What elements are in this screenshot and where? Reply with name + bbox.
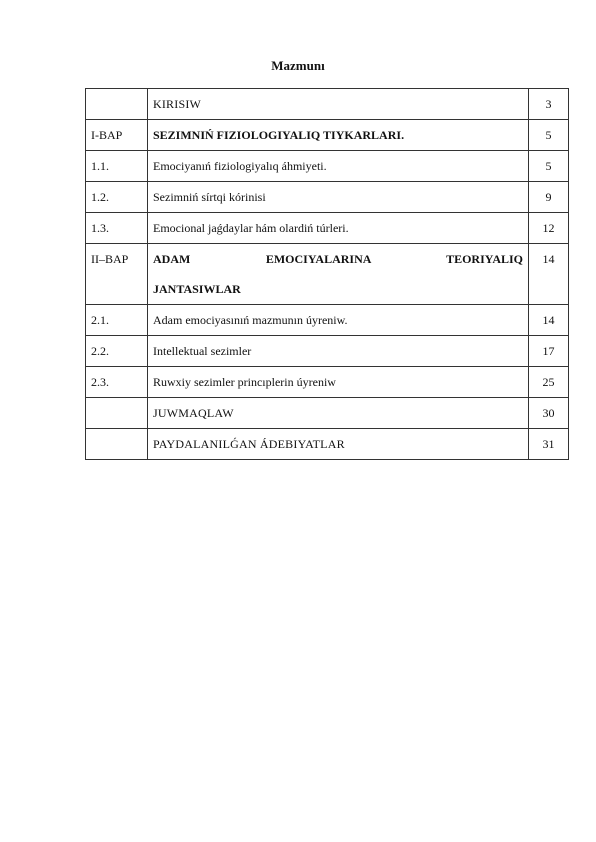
table-of-contents (85, 88, 569, 460)
page-number: 5 (529, 120, 569, 151)
toc-row-2-3 (86, 367, 569, 398)
toc-row-conclusion (86, 398, 569, 429)
section-title-line-1: ADAM EMOCIYALARINA TEORIYALIQ (153, 252, 523, 266)
section-title: Emocional jaǵdaylar hám olardiń túrleri. (148, 213, 529, 244)
page-number: 3 (529, 89, 569, 120)
document-title: Mazmunı (271, 58, 325, 73)
toc-row-1-3 (86, 213, 569, 244)
page-number: 5 (529, 151, 569, 182)
page-number: 30 (529, 398, 569, 429)
section-number: 1.1. (86, 151, 148, 182)
page-number: 25 (529, 367, 569, 398)
section-number: II–BAP (86, 244, 148, 305)
section-number: 2.3. (86, 367, 148, 398)
toc-row-2-1 (86, 305, 569, 336)
section-number: 2.1. (86, 305, 148, 336)
section-title: Sezimniń sírtqi kórinisi (148, 182, 529, 213)
toc-row-references (86, 429, 569, 460)
section-title: PAYDALANILǴAN ÁDEBIYATLAR (148, 429, 529, 460)
page-number: 9 (529, 182, 569, 213)
page-number: 31 (529, 429, 569, 460)
section-title (148, 244, 529, 305)
section-title: Adam emociyasınıń mazmunın úyreniw. (148, 305, 529, 336)
toc-row-1-1 (86, 151, 569, 182)
toc-row-chapter-1 (86, 120, 569, 151)
section-number (86, 429, 148, 460)
page-number: 14 (529, 244, 569, 305)
section-title-line-2: JANTASIWLAR (153, 282, 241, 296)
toc-row-introduction (86, 89, 569, 120)
section-number (86, 89, 148, 120)
page-number: 17 (529, 336, 569, 367)
toc-row-2-2 (86, 336, 569, 367)
page-number: 14 (529, 305, 569, 336)
section-title: SEZIMNIŃ FIZIOLOGIYALIQ TIYKARLARI. (148, 120, 529, 151)
section-number: I-BAP (86, 120, 148, 151)
section-title: Emociyanıń fiziologiyalıq áhmiyeti. (148, 151, 529, 182)
section-title: Intellektual sezimler (148, 336, 529, 367)
page-number: 12 (529, 213, 569, 244)
section-title: KIRISIW (148, 89, 529, 120)
toc-row-chapter-2 (86, 244, 569, 305)
section-title: JUWMAQLAW (148, 398, 529, 429)
toc-row-1-2 (86, 182, 569, 213)
section-number: 1.2. (86, 182, 148, 213)
section-number: 2.2. (86, 336, 148, 367)
section-number: 1.3. (86, 213, 148, 244)
section-title: Ruwxiy sezimler princıplerin úyreniw (148, 367, 529, 398)
section-number (86, 398, 148, 429)
